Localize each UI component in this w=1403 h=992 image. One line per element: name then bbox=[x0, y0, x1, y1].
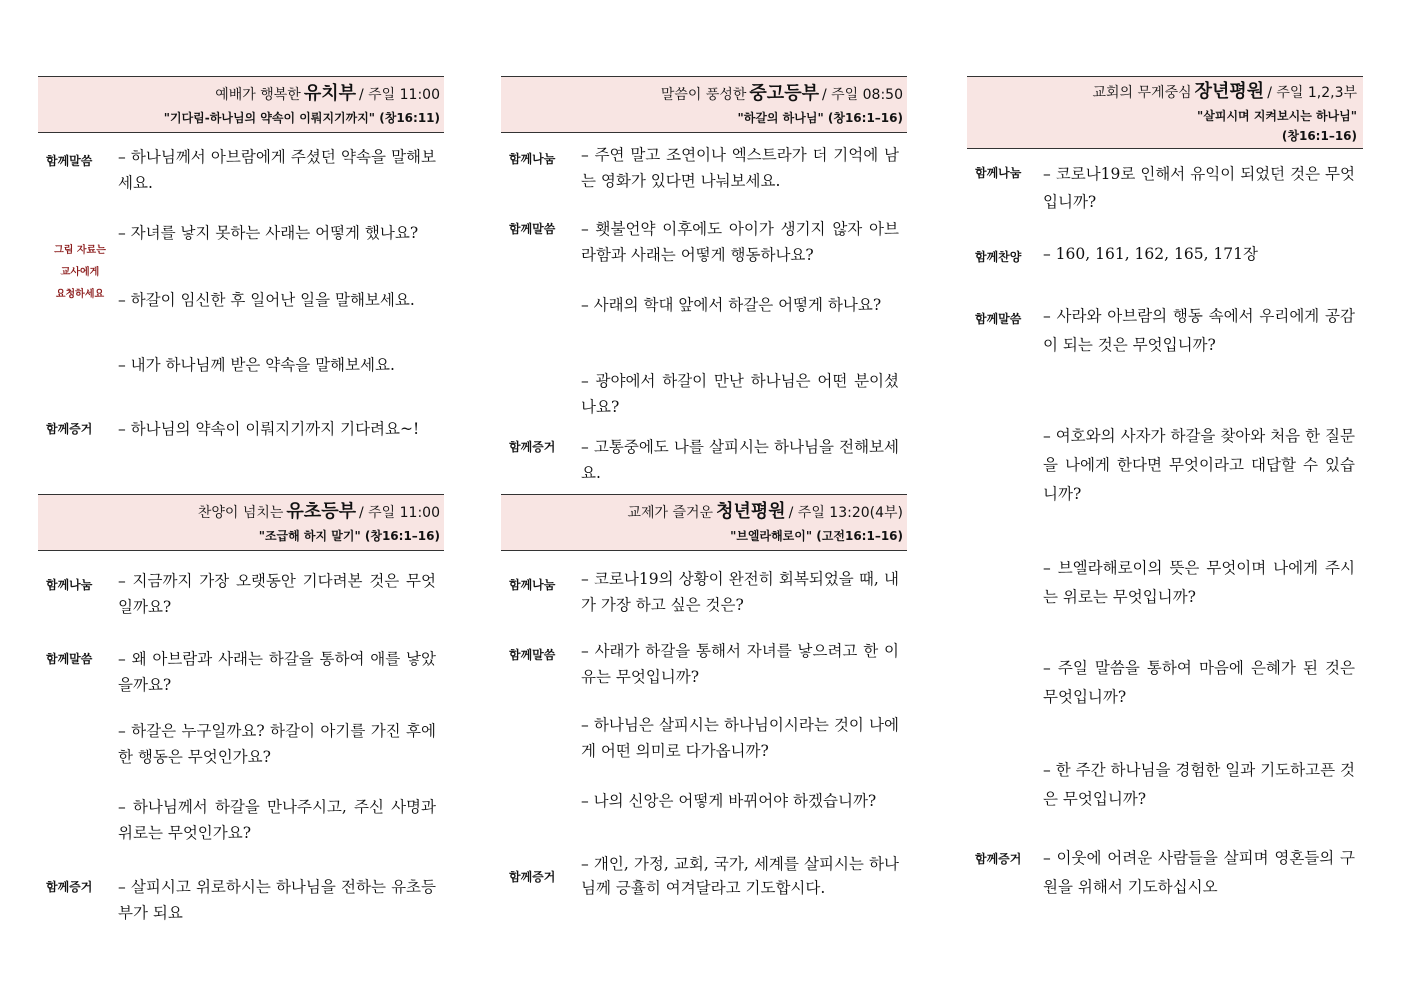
dept-title: 유초등부 bbox=[286, 501, 356, 522]
question: – 광야에서 하갈이 만난 하나님은 어떤 분이셨나요? bbox=[581, 372, 899, 416]
question: – 하나님께서 아브람에게 주셨던 약속을 말해보세요. bbox=[118, 148, 436, 192]
adult-header bbox=[967, 76, 1363, 149]
question: – 내가 하나님께 받은 약속을 말해보세요. bbox=[118, 356, 395, 374]
question: – 코로나19의 상황이 완전히 회복되었을 때, 내가 가장 하고 싶은 것은? bbox=[581, 570, 899, 614]
adult-section bbox=[967, 76, 1363, 936]
dept-prefix: 교회의 무게중심 bbox=[1092, 85, 1192, 101]
section-label: 함께나눔 bbox=[509, 578, 556, 592]
sermon-theme: "조급해 하지 말기" (창16:1–16) bbox=[258, 529, 440, 543]
question: – 개인, 가정, 교회, 국가, 세계를 살피시는 하나님께 긍휼히 여겨달라고 기도합시다. bbox=[581, 855, 899, 897]
dept-prefix: 찬양이 넘치는 bbox=[197, 505, 284, 521]
dept-title: 중고등부 bbox=[749, 83, 819, 104]
dept-prefix: 교제가 즐거운 bbox=[627, 505, 714, 521]
question: – 한 주간 하나님을 경험한 일과 기도하고픈 것은 무엇입니까? bbox=[1043, 761, 1355, 808]
section-label: 함께찬양 bbox=[975, 250, 1022, 264]
question: – 횃불언약 이후에도 아이가 생기지 않자 아브라함과 사래는 어떻게 행동하나요? bbox=[581, 220, 899, 264]
service-time: / 주일 1,2,3부 bbox=[1267, 85, 1357, 101]
service-time: / 주일 11:00 bbox=[358, 87, 440, 103]
question: – 브엘라해로이의 뜻은 무엇이며 나에게 주시는 위로는 무엇입니까? bbox=[1043, 559, 1355, 606]
section-label: 함께말씀 bbox=[46, 652, 93, 666]
young-adult-header bbox=[501, 494, 907, 551]
kindergarten-header bbox=[38, 76, 444, 133]
note-line: 그림 자료는 bbox=[54, 245, 106, 256]
question: – 하갈은 누구일까요? 하갈이 아기를 가진 후에 한 행동은 무엇인가요? bbox=[118, 722, 436, 766]
question: – 하갈이 임신한 후 일어난 일을 말해보세요. bbox=[118, 291, 415, 309]
dept-title: 청년평원 bbox=[716, 501, 786, 522]
question: – 자녀를 낳지 못하는 사래는 어떻게 했나요? bbox=[118, 224, 419, 242]
question: – 주연 말고 조연이나 엑스트라가 더 기억에 남는 영화가 있다면 나눠보세요. bbox=[581, 146, 899, 190]
dept-prefix: 말씀이 풍성한 bbox=[660, 87, 747, 103]
dept-prefix: 예배가 행복한 bbox=[215, 87, 301, 103]
question: – 살피시고 위로하시는 하나님을 전하는 유초등부가 되요 bbox=[118, 878, 436, 922]
scripture-ref: (창16:1–16) bbox=[1281, 129, 1357, 143]
section-label: 함께증거 bbox=[509, 870, 556, 884]
section-label: 함께나눔 bbox=[509, 152, 556, 166]
sermon-theme: "살피시며 지켜보시는 하나님" bbox=[1197, 109, 1357, 123]
note-line: 요청하세요 bbox=[55, 289, 105, 300]
question: – 고통중에도 나를 살피시는 하나님을 전해보세요. bbox=[581, 438, 899, 482]
question: – 160, 161, 162, 165, 171장 bbox=[1043, 245, 1258, 263]
sermon-theme: "기다림-하나님의 약속이 이뤄지기까지" (창16:11) bbox=[163, 111, 440, 125]
column-right bbox=[967, 76, 1363, 936]
section-label: 함께나눔 bbox=[46, 578, 93, 592]
youth-section bbox=[501, 76, 907, 494]
question: – 사라와 아브람의 행동 속에서 우리에게 공감이 되는 것은 무엇입니까? bbox=[1043, 307, 1355, 354]
section-label: 함께증거 bbox=[46, 880, 93, 894]
youth-header bbox=[501, 76, 907, 133]
sermon-theme: "하갈의 하나님" (창16:1–16) bbox=[737, 111, 903, 125]
kindergarten-section bbox=[38, 76, 444, 494]
question: – 지금까지 가장 오랫동안 기다려본 것은 무엇일까요? bbox=[118, 572, 436, 616]
section-label: 함께말씀 bbox=[509, 648, 556, 662]
question: – 나의 신앙은 어떻게 바뀌어야 하겠습니까? bbox=[581, 792, 877, 810]
section-label: 함께증거 bbox=[975, 852, 1022, 866]
question: – 왜 아브람과 사래는 하갈을 통하여 애를 낳았을까요? bbox=[118, 650, 436, 694]
elementary-header bbox=[38, 494, 444, 551]
question: – 이웃에 어려운 사람들을 살피며 영혼들의 구원을 위해서 기도하십시오 bbox=[1043, 849, 1355, 896]
teacher-note bbox=[52, 240, 108, 306]
elementary-section bbox=[38, 494, 444, 934]
section-label: 함께말씀 bbox=[509, 222, 556, 236]
question: – 하나님께서 하갈을 만나주시고, 주신 사명과 위로는 무엇인가요? bbox=[118, 798, 436, 842]
section-label: 함께말씀 bbox=[975, 312, 1022, 326]
section-label: 함께증거 bbox=[46, 422, 93, 436]
dept-title: 유치부 bbox=[303, 83, 356, 104]
column-middle bbox=[501, 76, 907, 934]
column-left bbox=[38, 76, 444, 934]
section-label: 함께증거 bbox=[509, 440, 556, 454]
question: – 하나님은 살피시는 하나님이시라는 것이 나에게 어떤 의미로 다가옵니까? bbox=[581, 716, 899, 760]
question: – 여호와의 사자가 하갈을 찾아와 처음 한 질문을 나에게 한다면 무엇이라고 대답할 수 있습니까? bbox=[1043, 427, 1355, 503]
service-time: / 주일 08:50 bbox=[821, 87, 903, 103]
question: – 사래의 학대 앞에서 하갈은 어떻게 하나요? bbox=[581, 296, 882, 314]
question: – 코로나19로 인해서 유익이 되었던 것은 무엇입니까? bbox=[1043, 165, 1355, 211]
section-label: 함께말씀 bbox=[46, 154, 93, 168]
question: – 주일 말씀을 통하여 마음에 은혜가 된 것은 무엇입니까? bbox=[1043, 659, 1355, 706]
question: – 사래가 하갈을 통해서 자녀를 낳으려고 한 이유는 무엇입니까? bbox=[581, 642, 899, 686]
sermon-theme: "브엘라해로이" (고전16:1–16) bbox=[730, 529, 903, 543]
dept-title: 장년평원 bbox=[1194, 81, 1265, 102]
young-adult-section bbox=[501, 494, 907, 934]
note-line: 교사에게 bbox=[60, 267, 100, 278]
section-label: 함께나눔 bbox=[975, 166, 1022, 180]
service-time: / 주일 13:20(4부) bbox=[788, 505, 903, 521]
question: – 하나님의 약속이 이뤄지기까지 기다려요~! bbox=[118, 420, 420, 438]
service-time: / 주일 11:00 bbox=[358, 505, 440, 521]
